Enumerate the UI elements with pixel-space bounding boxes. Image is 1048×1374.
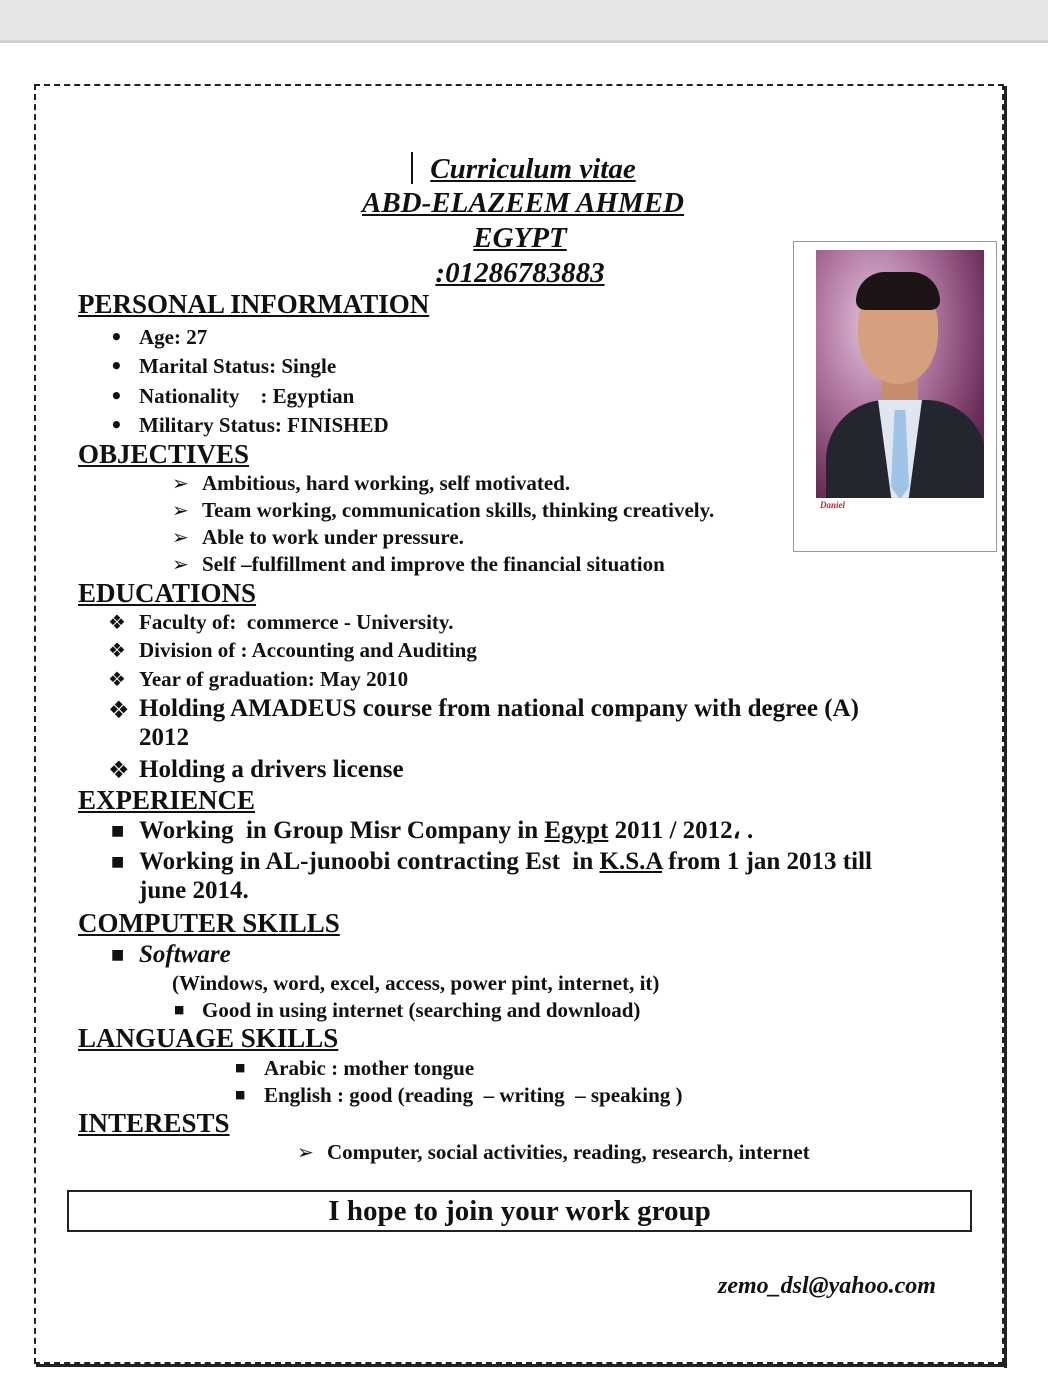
contact-email[interactable]: zemo_dsl@yahoo.com (718, 1273, 936, 1299)
photo-studio-stamp: Daniel (820, 500, 846, 510)
education-item: Holding AMADEUS course from national company with degree (A) (139, 695, 859, 722)
section-educations: EDUCATIONS (78, 578, 257, 608)
arrow-bullet-icon: ➢ (172, 552, 189, 576)
computer-software-list: (Windows, word, excel, access, power pint, internet, it) (172, 971, 660, 995)
arrow-bullet-icon: ➢ (172, 471, 189, 495)
portrait-image (816, 250, 984, 498)
section-personal-information: PERSONAL INFORMATION (78, 289, 430, 319)
language-item: Arabic : mother tongue (264, 1056, 475, 1080)
square-bullet-icon: ■ (111, 947, 125, 963)
education-item-continued: 2012 (139, 724, 189, 751)
computer-internet-skill: Good in using internet (searching and download) (202, 998, 641, 1022)
square-bullet-icon: ■ (174, 1003, 185, 1016)
cv-name: ABD-ELAZEEM AHMED (361, 187, 685, 219)
experience-item-continued: june 2014. (139, 877, 249, 904)
window-toolbar (0, 0, 1048, 43)
section-interests: INTERESTS (78, 1108, 230, 1138)
page-edge (36, 1364, 1007, 1367)
interests-text: Computer, social activities, reading, research, internet (327, 1140, 810, 1164)
cv-phone: :01286783883 (435, 257, 605, 289)
bullet-icon: • (110, 325, 123, 349)
square-bullet-icon: ■ (235, 1088, 246, 1101)
cv-country: EGYPT (473, 222, 567, 254)
closing-statement-box (67, 1190, 972, 1232)
computer-software-label: Software (139, 941, 231, 968)
arrow-bullet-icon: ➢ (172, 525, 189, 549)
diamond-bullet-icon: ❖ (108, 667, 126, 691)
education-item: Year of graduation: May 2010 (139, 667, 409, 691)
objective-item: Ambitious, hard working, self motivated. (202, 471, 571, 495)
education-item: Faculty of: commerce - University. (139, 610, 454, 634)
bullet-icon: • (110, 384, 123, 408)
square-bullet-icon: ■ (235, 1061, 246, 1074)
section-objectives: OBJECTIVES (78, 439, 250, 469)
cv-title: Curriculum vitae (430, 153, 636, 185)
arrow-bullet-icon: ➢ (172, 498, 189, 522)
section-language-skills: LANGUAGE SKILLS (78, 1023, 339, 1053)
personal-age: Age: 27 (139, 325, 208, 349)
objective-item: Self –fulfillment and improve the financial situation (202, 552, 665, 576)
objective-item: Able to work under pressure. (202, 525, 464, 549)
diamond-bullet-icon: ❖ (108, 756, 130, 784)
section-experience: EXPERIENCE (78, 785, 256, 815)
personal-marital-status: Marital Status: Single (139, 354, 337, 378)
diamond-bullet-icon: ❖ (108, 696, 130, 724)
objective-item: Team working, communication skills, thinking creatively. (202, 498, 715, 522)
closing-statement: I hope to join your work group (328, 1195, 711, 1227)
bullet-icon: • (110, 354, 123, 378)
square-bullet-icon: ■ (111, 823, 125, 839)
personal-military-status: Military Status: FINISHED (139, 413, 389, 437)
experience-item: Working in AL-junoobi contracting Est in K.S.A from 1 jan 2013 till (139, 848, 872, 875)
education-item: Holding a drivers license (139, 756, 404, 783)
profile-photo (793, 241, 997, 552)
language-item: English : good (reading – writing – speaking ) (264, 1083, 683, 1107)
square-bullet-icon: ■ (111, 854, 125, 870)
diamond-bullet-icon: ❖ (108, 638, 126, 662)
experience-item: Working in Group Misr Company in Egypt 2011 / 2012، . (139, 817, 754, 844)
personal-nationality: Nationality : Egyptian (139, 384, 355, 408)
education-item: Division of : Accounting and Auditing (139, 638, 477, 662)
diamond-bullet-icon: ❖ (108, 610, 126, 634)
section-computer-skills: COMPUTER SKILLS (78, 908, 340, 938)
arrow-bullet-icon: ➢ (297, 1140, 314, 1164)
bullet-icon: • (110, 413, 123, 437)
text-cursor (411, 152, 413, 184)
